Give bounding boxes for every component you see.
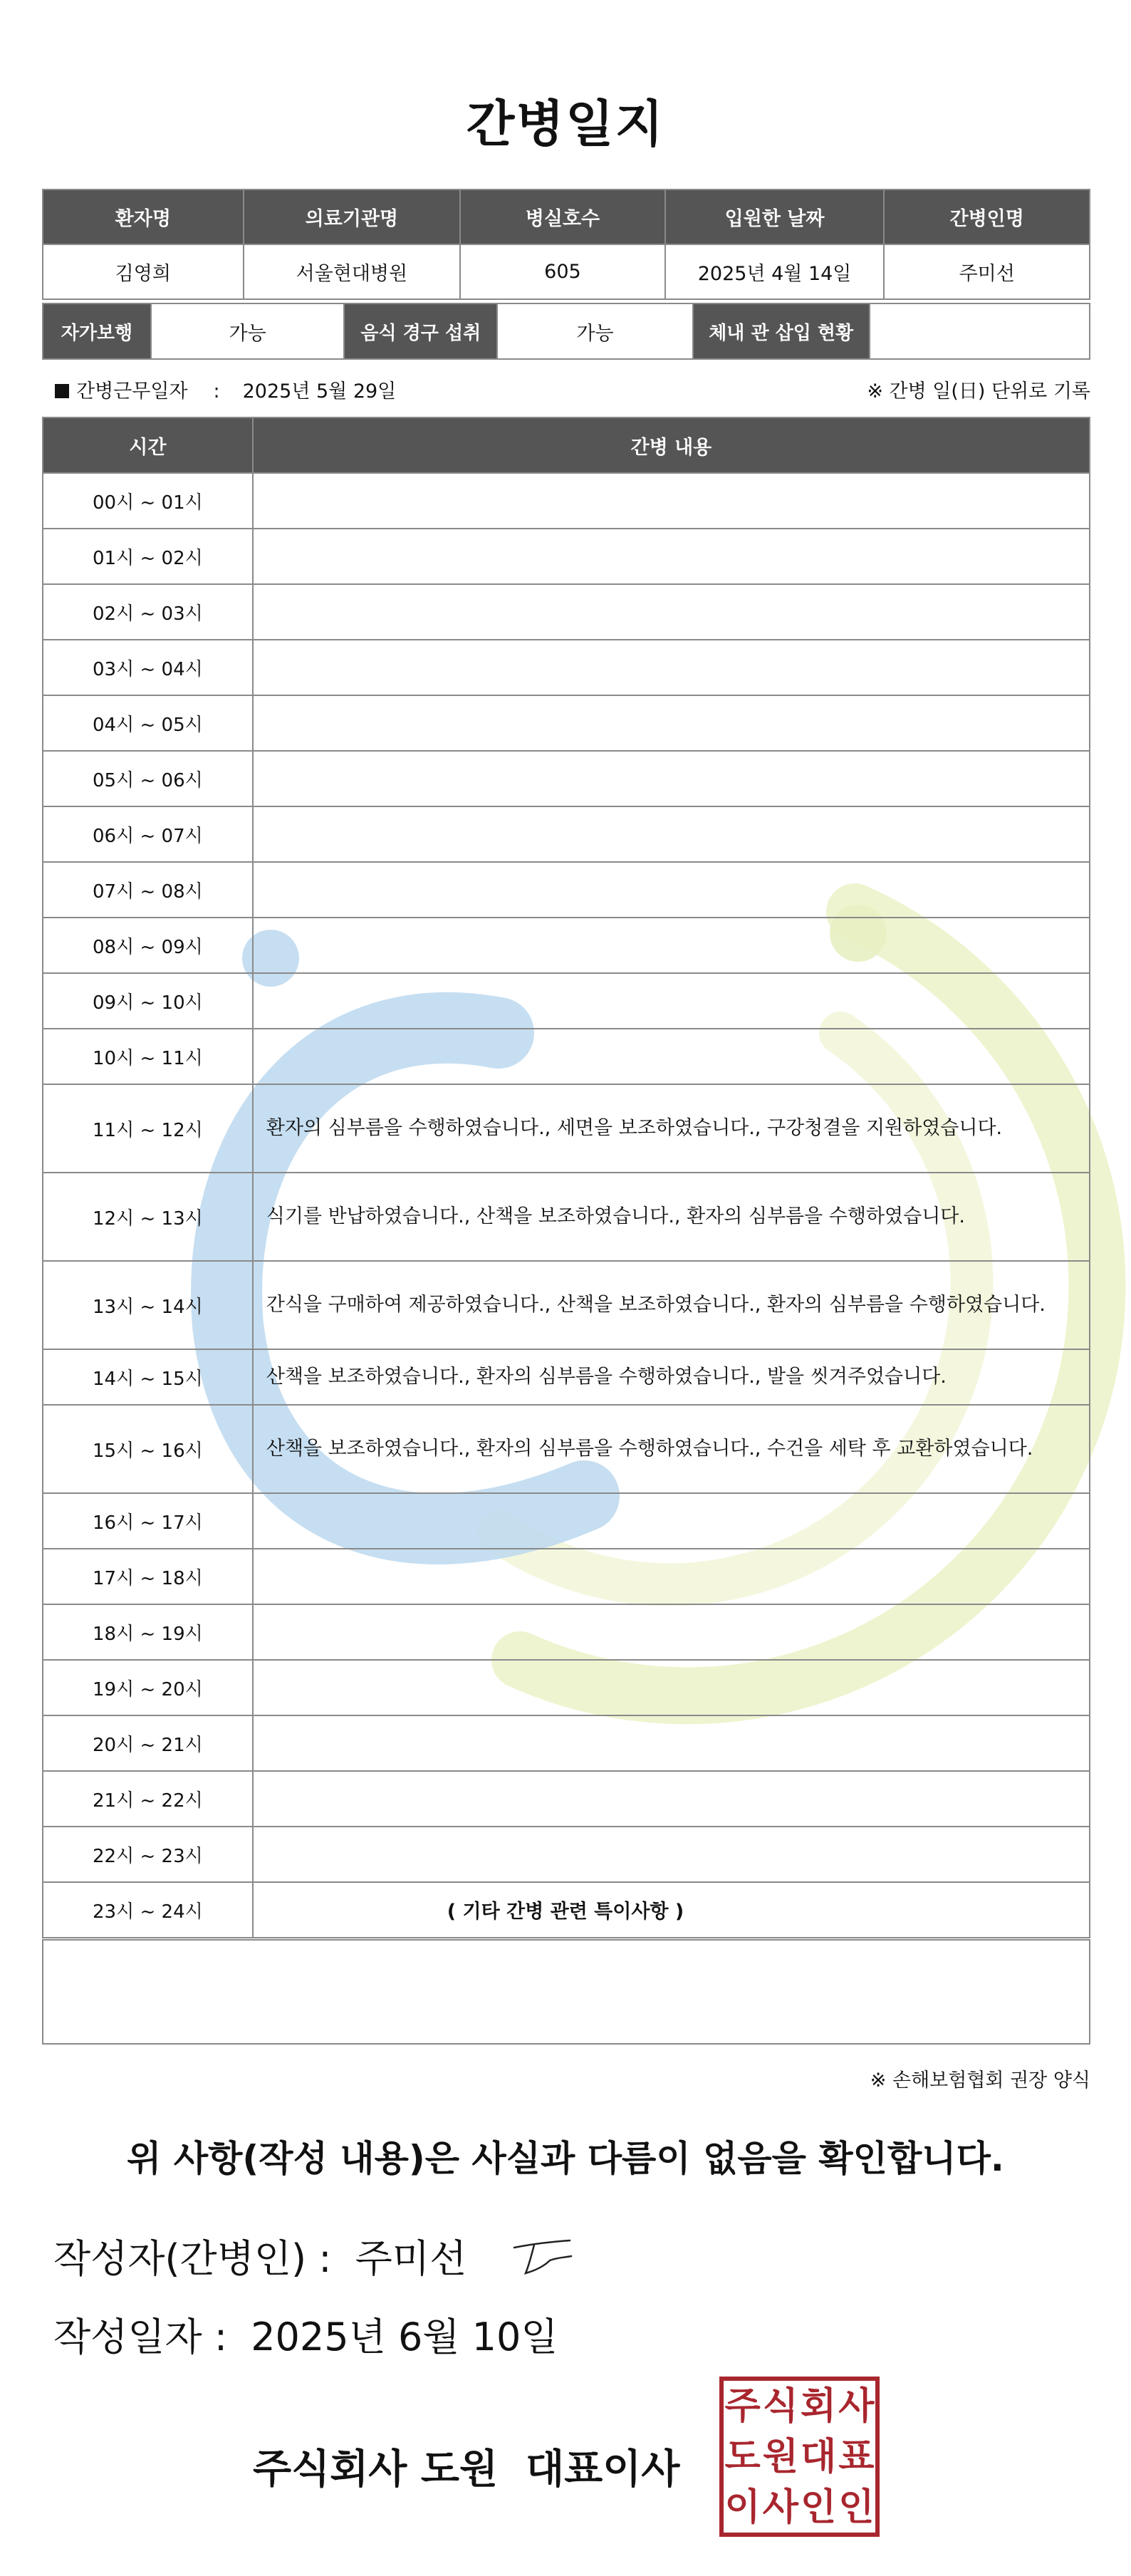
square-bullet-icon — [55, 384, 69, 398]
log-content[interactable]: 식기를 반납하였습니다., 산책을 보조하였습니다., 환자의 심부름을 수행하였습니다. — [253, 1173, 1090, 1261]
log-content[interactable] — [253, 473, 1090, 529]
header-room: 병실호수 — [460, 189, 665, 244]
seal-character: 이 — [724, 2485, 761, 2529]
log-content[interactable] — [253, 806, 1090, 862]
log-content[interactable] — [253, 1493, 1090, 1549]
patient-name: 김영희 — [43, 244, 244, 299]
table-row — [43, 584, 1090, 640]
insertion-value — [870, 303, 1090, 359]
confirmation-statement: 위 사항(작성 내용)은 사실과 다름이 없음을 확인합니다. — [127, 2138, 1004, 2179]
table-row — [43, 862, 1090, 918]
log-content[interactable] — [253, 751, 1090, 806]
log-time: 06시 ~ 07시 — [43, 806, 253, 862]
table-row — [43, 1660, 1090, 1715]
seal-character: 식 — [762, 2384, 798, 2428]
table-row — [43, 1493, 1090, 1549]
self-walk-value: 가능 — [151, 303, 344, 359]
header-patient-name: 환자명 — [43, 189, 244, 244]
log-time: 07시 ~ 08시 — [43, 862, 253, 918]
log-time: 09시 ~ 10시 — [43, 973, 253, 1029]
log-content[interactable] — [253, 1604, 1090, 1660]
seal-character: 인 — [801, 2485, 837, 2529]
seal-character: 인 — [838, 2485, 875, 2529]
log-content[interactable] — [253, 529, 1090, 584]
table-row — [43, 1549, 1090, 1604]
header-caregiver: 간병인명 — [884, 189, 1090, 244]
log-time: 20시 ~ 21시 — [43, 1715, 253, 1771]
unit-note: ※ 간병 일(日) 단위로 기록 — [867, 380, 1090, 402]
oral-intake-value: 가능 — [497, 303, 692, 359]
log-content[interactable] — [253, 1771, 1090, 1827]
seal-character: 원 — [762, 2434, 798, 2478]
table-row — [43, 918, 1090, 973]
log-time: 08시 ~ 09시 — [43, 918, 253, 973]
signature — [507, 2232, 578, 2282]
table-row — [43, 1604, 1090, 1660]
table-row — [43, 1261, 1090, 1349]
writer-name: 주미선 — [355, 2236, 467, 2281]
log-header-time: 시간 — [43, 417, 253, 473]
log-time: 18시 ~ 19시 — [43, 1604, 253, 1660]
table-row — [43, 1771, 1090, 1827]
log-header-content: 간병 내용 — [253, 417, 1090, 473]
self-walk-label: 자가보행 — [43, 303, 151, 359]
work-date-value: 2025년 5월 29일 — [242, 380, 397, 402]
table-row — [43, 751, 1090, 806]
log-time: 10시 ~ 11시 — [43, 1029, 253, 1084]
log-time: 00시 ~ 01시 — [43, 473, 253, 529]
log-time: 21시 ~ 22시 — [43, 1771, 253, 1827]
log-content[interactable] — [253, 1029, 1090, 1084]
seal-character: 회 — [801, 2384, 837, 2428]
notes-box — [42, 1939, 1090, 2045]
log-time: 05시 ~ 06시 — [43, 751, 253, 806]
log-content[interactable]: 환자의 심부름을 수행하였습니다., 세면을 보조하였습니다., 구강청결을 지원하였습니다. — [253, 1084, 1090, 1173]
log-time: 23시 ~ 24시 — [43, 1882, 253, 1938]
log-time: 22시 ~ 23시 — [43, 1827, 253, 1882]
log-content[interactable] — [253, 862, 1090, 918]
table-row — [43, 640, 1090, 695]
table-row — [43, 473, 1090, 529]
log-content[interactable] — [253, 918, 1090, 973]
log-time: 19시 ~ 20시 — [43, 1660, 253, 1715]
care-log-rows — [43, 473, 1090, 1938]
work-date-separator: : — [213, 380, 220, 402]
table-row — [43, 973, 1090, 1029]
write-date-line — [53, 2307, 558, 2362]
log-time: 04시 ~ 05시 — [43, 695, 253, 751]
log-time: 14시 ~ 15시 — [43, 1349, 253, 1405]
write-date-label: 작성일자 : — [53, 2315, 228, 2359]
log-time: 17시 ~ 18시 — [43, 1549, 253, 1604]
table-row — [43, 806, 1090, 862]
work-date-line — [55, 375, 396, 403]
seal-character: 사 — [762, 2485, 798, 2529]
notes-title: ( 기타 간병 관련 특이사항 ) — [447, 1901, 684, 1923]
care-log-table — [42, 417, 1090, 1938]
page-title: 간병일지 — [466, 95, 665, 153]
log-content[interactable]: 산책을 보조하였습니다., 환자의 심부름을 수행하였습니다., 발을 씻겨주었습니다. — [253, 1349, 1090, 1405]
log-content[interactable] — [253, 1715, 1090, 1771]
log-time: 13시 ~ 14시 — [43, 1261, 253, 1349]
writer-line — [53, 2228, 578, 2283]
seal-character: 대 — [801, 2434, 837, 2478]
table-row — [43, 695, 1090, 751]
table-row — [43, 1029, 1090, 1084]
table-row — [43, 1349, 1090, 1405]
writer-label: 작성자(간병인) : — [53, 2236, 332, 2281]
table-row — [43, 1405, 1090, 1493]
log-time: 02시 ~ 03시 — [43, 584, 253, 640]
log-time: 16시 ~ 17시 — [43, 1493, 253, 1549]
status-table — [42, 303, 1090, 360]
log-time: 11시 ~ 12시 — [43, 1084, 253, 1173]
caregiver-name: 주미선 — [884, 244, 1090, 299]
header-hospital: 의료기관명 — [244, 189, 461, 244]
log-content[interactable] — [253, 1549, 1090, 1604]
seal-character: 주 — [724, 2384, 761, 2428]
header-admission-date: 입원한 날짜 — [665, 189, 885, 244]
seal-character: 표 — [838, 2434, 875, 2478]
seal-character: 도 — [724, 2434, 761, 2478]
log-time: 01시 ~ 02시 — [43, 529, 253, 584]
table-row — [43, 1173, 1090, 1261]
write-date-value: 2025년 6월 10일 — [251, 2315, 558, 2359]
log-content[interactable] — [253, 1827, 1090, 1882]
seal-character: 사 — [838, 2384, 875, 2428]
oral-intake-label: 음식 경구 섭취 — [344, 303, 497, 359]
log-content[interactable]: 산책을 보조하였습니다., 환자의 심부름을 수행하였습니다., 수건을 세탁 후 교환하였습니다. — [253, 1405, 1090, 1493]
log-time: 12시 ~ 13시 — [43, 1173, 253, 1261]
room-number: 605 — [460, 244, 665, 299]
work-date-label: 간병근무일자 — [76, 380, 188, 402]
hospital-name: 서울현대병원 — [244, 244, 461, 299]
table-row — [43, 1715, 1090, 1771]
company-seal-stamp — [719, 2377, 880, 2537]
company-representative: 주식회사 도원 대표이사 — [253, 2446, 680, 2493]
log-content[interactable] — [253, 1660, 1090, 1715]
log-content[interactable] — [253, 640, 1090, 695]
table-row — [43, 529, 1090, 584]
table-row — [43, 1827, 1090, 1882]
form-source-note: ※ 손해보험협회 권장 양식 — [870, 2069, 1090, 2092]
admission-date: 2025년 4월 14일 — [665, 244, 885, 299]
log-content[interactable] — [253, 973, 1090, 1029]
log-content[interactable] — [253, 695, 1090, 751]
log-content[interactable]: 간식을 구매하여 제공하였습니다., 산책을 보조하였습니다., 환자의 심부름을 수행하였습니다. — [253, 1261, 1090, 1349]
table-row — [43, 1084, 1090, 1173]
patient-info-table — [42, 189, 1090, 300]
log-content[interactable] — [253, 584, 1090, 640]
insertion-label: 체내 관 삽입 현황 — [693, 303, 870, 359]
log-time: 15시 ~ 16시 — [43, 1405, 253, 1493]
log-time: 03시 ~ 04시 — [43, 640, 253, 695]
